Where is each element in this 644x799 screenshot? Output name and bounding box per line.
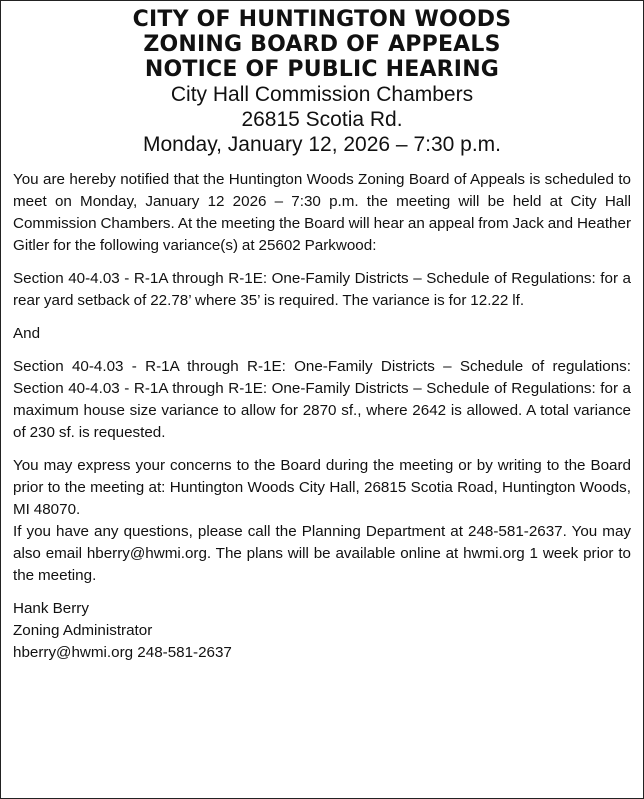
signature-name: Hank Berry [13,600,89,617]
signature-title: Zoning Administrator [13,622,153,639]
signature-contact: hberry@hwmi.org 248-581-2637 [13,644,232,661]
header-location: City Hall Commission Chambers [170,83,474,106]
section-paragraph-2: Section 40-4.03 - R-1A through R-1E: One-Family Districts – Schedule of regulations: Section 40-4.03 - R-1A through R-1E: One-Family Districts – Schedule of Regulations: for a maximum house size variance to allow for 2870 sf., where 2642 is allowed. A total variance of 230 sf. is requested. [13,358,631,441]
and-paragraph: And [13,325,41,342]
header-datetime: Monday, January 12, 2026 – 7:30 p.m. [142,133,501,156]
header-address: 26815 Scotia Rd. [241,108,403,131]
section-paragraph-1: Section 40-4.03 - R-1A through R-1E: One-Family Districts – Schedule of Regulations: for a rear yard setback of 22.78’ where 35’ is required. The variance is for 12.22 lf. [13,270,631,309]
header-notice-title: NOTICE OF PUBLIC HEARING [144,57,500,82]
concerns-paragraph: You may express your concerns to the Board during the meeting or by writing to the Board prior to the meeting at: Huntington Woods City Hall, 26815 Scotia Road, Huntington Woods, MI 48070. [13,457,631,518]
notice-body [13,169,631,587]
signature-block [13,598,631,664]
header-city: CITY OF HUNTINGTON WOODS [132,7,512,32]
header-board: ZONING BOARD OF APPEALS [143,32,501,57]
intro-paragraph: You are hereby notified that the Huntington Woods Zoning Board of Appeals is scheduled to meet on Monday, January 12 2026 – 7:30 p.m. the meeting will be held at City Hall Commission Chambers. At the meeting the Board will hear an appeal from Jack and Heather Gitler for the following variance(s) at 25602 Parkwood: [13,171,631,254]
notice-header [13,7,631,157]
questions-paragraph: If you have any questions, please call the Planning Department at 248-581-2637. You may also email hberry@hwmi.org. The plans will be available online at hwmi.org 1 week prior to the meeting. [13,523,631,584]
